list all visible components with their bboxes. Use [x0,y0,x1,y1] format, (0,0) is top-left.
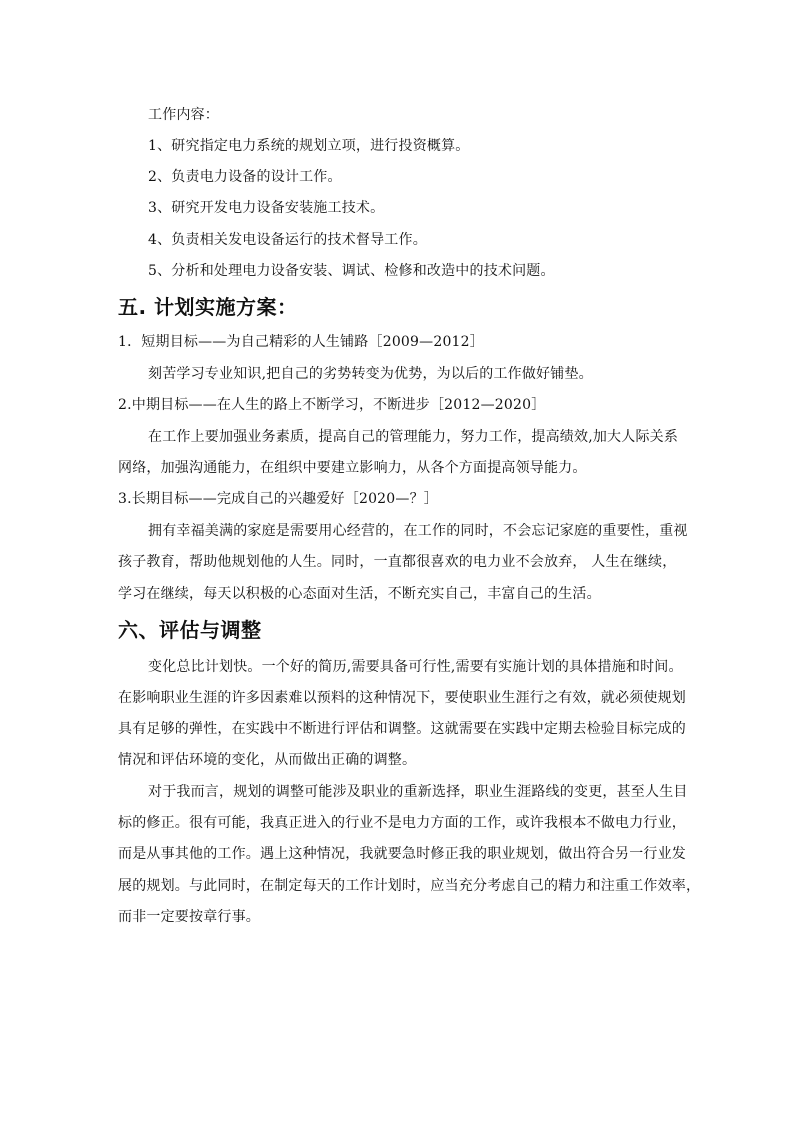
evaluation-paragraph-line: 变化总比计划快。一个好的简历,需要具备可行性,需要有实施计划的具体措施和时间。 [148,659,683,675]
section-5-title: 五. 计划实施方案： [118,295,298,319]
long-term-goal-text-line: 孩子教育，帮助他规划他的人生。同时，一直都很喜欢的电力业不会放弃， 人生在继续， [118,554,677,570]
mid-term-goal-text-line: 网络，加强沟通能力，在组织中要建立影响力，从各个方面提高领导能力。 [118,460,587,476]
mid-term-goal-label: 2.中期目标——在人生的路上不断学习，不断进步［2012—2020］ [118,397,546,413]
work-item: 4、负责相关发电设备运行的技术督导工作。 [148,232,427,248]
adjustment-paragraph-line: 对于我而言，规划的调整可能涉及职业的重新选择，职业生涯路线的变更，甚至人生目 [148,784,688,800]
long-term-goal-text-line: 学习在继续，每天以积极的心态面对生活，不断充实自己，丰富自己的生活。 [118,586,601,602]
adjustment-paragraph-line: 展的规划。与此同时，在制定每天的工作计划时，应当充分考虑自己的精力和注重工作效率， [118,878,701,894]
mid-term-goal-text-line: 在工作上要加强业务素质，提高自己的管理能力，努力工作，提高绩效,加大人际关系 [148,429,679,445]
evaluation-paragraph-line: 在影响职业生涯的许多因素难以预料的这种情况下，要使职业生涯行之有效，就必须使规划 [118,690,686,706]
work-item: 3、研究开发电力设备安装施工技术。 [148,200,385,216]
adjustment-paragraph-line: 标的修正。很有可能，我真正进入的行业不是电力方面的工作，或许我根本不做电力行业， [118,815,686,831]
work-item: 1、研究指定电力系统的规划立项，进行投资概算。 [148,138,470,154]
adjustment-paragraph-line: 而是从事其他的工作。遇上这种情况，我就要急时修正我的职业规划，做出符合另一行业发 [118,846,686,862]
adjustment-paragraph-line: 而非一定要按章行事。 [118,909,260,925]
short-term-goal-label: 1．短期目标——为自己精彩的人生铺路［2009—2012］ [118,334,484,350]
long-term-goal-label: 3.长期目标——完成自己的兴趣爱好［2020—？］ [118,491,438,507]
work-content-heading: 工作内容： [148,107,219,123]
evaluation-paragraph-line: 情况和评估环境的变化，从而做出正确的调整。 [118,752,417,768]
long-term-goal-text-line: 拥有幸福美满的家庭是需要用心经营的，在工作的同时，不会忘记家庭的重要性，重视 [148,523,688,539]
section-6-title: 六、评估与调整 [118,618,262,642]
work-item: 5、分析和处理电力设备安装、调试、检修和改造中的技术问题。 [148,263,555,279]
work-item: 2、负责电力设备的设计工作。 [148,169,342,185]
evaluation-paragraph-line: 具有足够的弹性，在实践中不断进行评估和调整。这就需要在实践中定期去检验目标完成的 [118,721,686,737]
short-term-goal-text: 刻苦学习专业知识,把自己的劣势转变为优势，为以后的工作做好铺垫。 [148,366,593,382]
